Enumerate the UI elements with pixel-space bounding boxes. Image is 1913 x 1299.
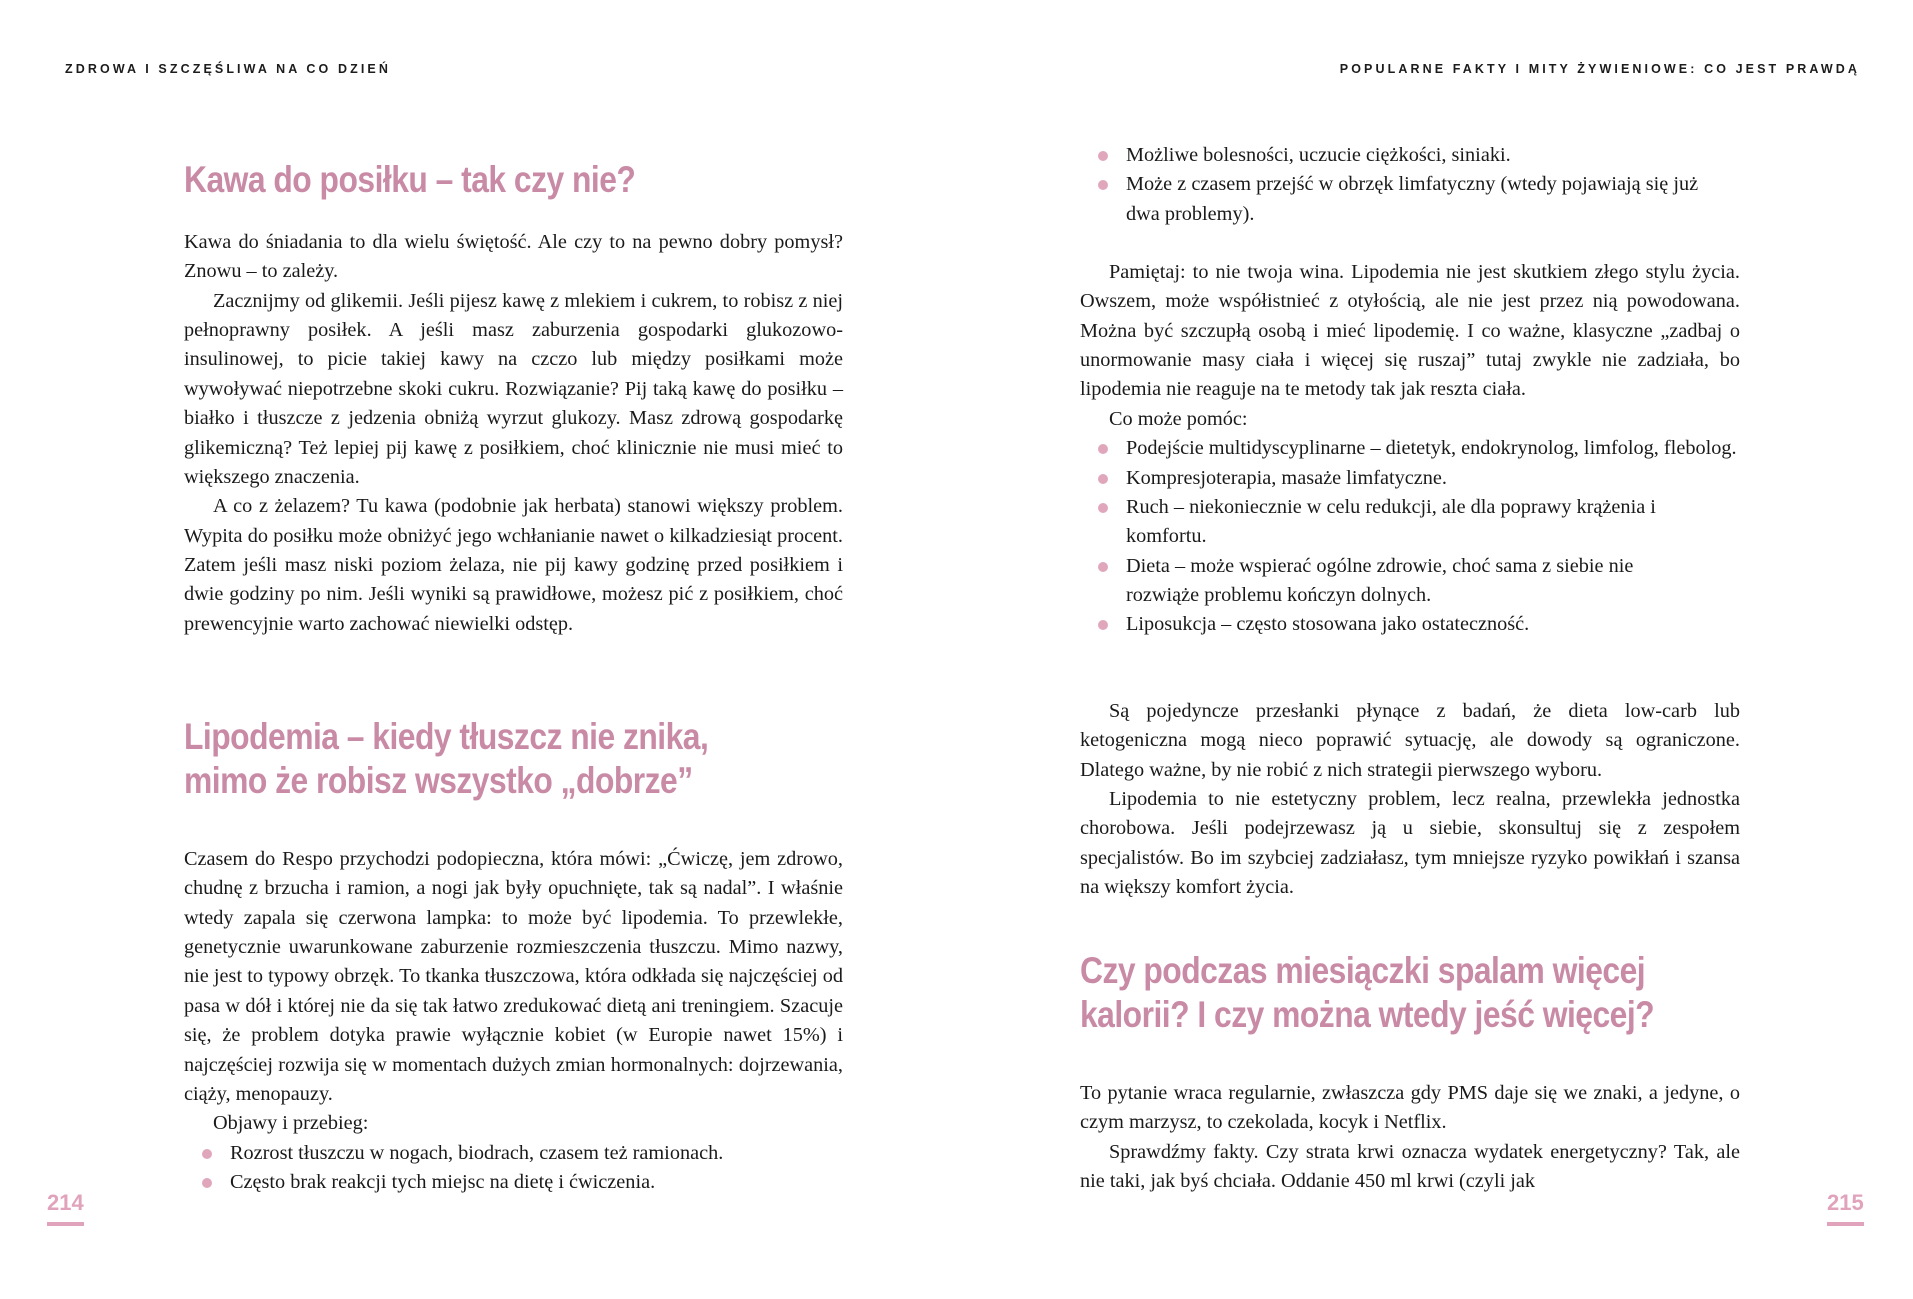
- left-coffee-body: [184, 228, 843, 639]
- bullet-icon: [1098, 151, 1108, 161]
- left-section-lipodemia: [184, 715, 843, 803]
- list-item-text: Rozrost tłuszczu w nogach, biodrach, czasem też ramionach.: [230, 1141, 724, 1164]
- list-intro: Objawy i przebieg:: [213, 1112, 369, 1135]
- list-item: [1080, 552, 1740, 611]
- list-item: [184, 1139, 843, 1168]
- paragraph: Zacznijmy od glikemii. Jeśli pijesz kawę z mlekiem i cukrem, to robisz z niej pełnoprawny posiłek. A jeśli masz zaburzenia gospodarki glukozowo-insulinowej, to picie takiej kawy na czczo lub między posiłkami może wywoływać niepotrzebne skoki cukru. Rozwiązanie? Pij taką kawę do posiłku – białko i tłuszcze z jedzenia obniżą wyrzut glukozy. Masz zdrową gospodarkę glikemiczną? Też lepiej pij kawę z posiłkiem, choć klinicznie nie musi mieć to większego znaczenia.: [184, 289, 843, 488]
- paragraph: Kawa do śniadania to dla wielu świętość. Ale czy to na pewno dobry pomysł? Znowu – to zależy.: [184, 231, 843, 283]
- section-heading-coffee: Kawa do posiłku – tak czy nie?: [184, 159, 636, 200]
- left-section-coffee: [184, 158, 843, 202]
- paragraph: Są pojedyncze przesłanki płynące z badań, że dieta low-carb lub ketogeniczna mogą nieco poprawić sytuację, ale dowody są ograniczone. Dlatego ważne, by nie robić z nich strategii pierwszego wyboru.: [1080, 700, 1740, 781]
- right-section-menstruation: [1080, 949, 1740, 1037]
- right-conclusion-body: [1080, 697, 1740, 903]
- list-intro: Co może pomóc:: [1109, 407, 1248, 430]
- list-item: [1080, 434, 1740, 463]
- list-item: [1080, 493, 1740, 552]
- paragraph: To pytanie wraca regularnie, zwłaszcza gdy PMS daje się we znaki, a jedyne, o czym marzysz, to czekolada, kocyk i Netflix.: [1080, 1082, 1740, 1134]
- paragraph: Pamiętaj: to nie twoja wina. Lipodemia nie jest skutkiem złego stylu życia. Owszem, może współistnieć z otyłością, ale nie jest przez nią powodowana. Można być szczupłą osobą i mieć lipodemię. I co ważne, klasyczne „zadbaj o unormowanie masy ciała i więcej się ruszaj” tutaj zwykle nie zadziała, bo lipodemia nie reaguje na te metody tak jak reszta ciała.: [1080, 261, 1740, 401]
- section-heading-lipodemia-line2: mimo że robisz wszystko „dobrze”: [184, 760, 693, 801]
- paragraph: A co z żelazem? Tu kawa (podobnie jak herbata) stanowi większy problem. Wypita do posiłku może obniżyć jego wchłanianie nawet o kilkadziesiąt procent. Zatem jeśli masz niski poziom żelaza, nie pij kawy godzinę przed posiłkiem i dwie godziny po nim. Jeśli wyniki są prawidłowe, możesz pić z posiłkiem, choć prewencyjnie warto zachować niewielki odstęp.: [184, 495, 843, 635]
- bullet-icon: [1098, 444, 1108, 454]
- running-head-right: POPULARNE FAKTY I MITY ŻYWIENIOWE: CO JEST PRAWDĄ: [1339, 62, 1860, 76]
- paragraph: Lipodemia to nie estetyczny problem, lecz realna, przewlekła jednostka chorobowa. Jeśli podejrzewasz ją u siebie, skonsultuj się z zespołem specjalistów. Bo im szybciej zadziałasz, tym mniejsze ryzyko powikłań i szansa na większy komfort życia.: [1080, 788, 1740, 899]
- list-item-text: Dieta – może wspierać ogólne zdrowie, choć sama z siebie nie rozwiąże problemu kończyn dolnych.: [1126, 554, 1634, 606]
- list-item: [1080, 464, 1740, 493]
- right-lipodemia-body: [1080, 258, 1740, 640]
- list-item: [1080, 170, 1740, 229]
- bullet-icon: [1098, 562, 1108, 572]
- list-item-text: Może z czasem przejść w obrzęk limfatyczny (wtedy pojawiają się już dwa problemy).: [1126, 173, 1699, 225]
- list-item-text: Kompresjoterapia, masaże limfatyczne.: [1126, 466, 1447, 489]
- page-number-right: 215: [1827, 1190, 1864, 1226]
- section-heading-menstruation-line1: Czy podczas miesiączki spalam więcej: [1080, 950, 1646, 991]
- paragraph: Sprawdźmy fakty. Czy strata krwi oznacza wydatek energetyczny? Tak, ale nie taki, jak byś chciała. Oddanie 450 ml krwi (czyli jak: [1080, 1140, 1740, 1193]
- list-item: [1080, 610, 1740, 639]
- bullet-icon: [202, 1149, 212, 1159]
- bullet-icon: [202, 1178, 212, 1188]
- bullet-icon: [1098, 474, 1108, 484]
- right-menstruation-body: [1080, 1079, 1740, 1196]
- running-head-left: ZDROWA I SZCZĘŚLIWA NA CO DZIEŃ: [65, 62, 391, 76]
- bullet-icon: [1098, 180, 1108, 190]
- page-number-left: 214: [47, 1190, 84, 1226]
- bullet-icon: [1098, 503, 1108, 513]
- list-item-text: Często brak reakcji tych miejsc na dietę i ćwiczenia.: [230, 1170, 656, 1193]
- list-item-text: Możliwe bolesności, uczucie ciężkości, siniaki.: [1126, 144, 1511, 166]
- right-top-body: [1080, 141, 1740, 229]
- list-item-text: Podejście multidyscyplinarne – dietetyk, endokrynolog, limfolog, flebolog.: [1126, 437, 1737, 460]
- list-item: [184, 1168, 843, 1197]
- symptoms-list-continued: [1080, 141, 1740, 229]
- section-heading-menstruation-line2: kalorii? I czy można wtedy jeść więcej?: [1080, 994, 1655, 1035]
- list-item-text: Ruch – niekoniecznie w celu redukcji, ale dla poprawy krążenia i komfortu.: [1126, 495, 1656, 548]
- list-item: [1080, 141, 1740, 170]
- help-list: [1080, 434, 1740, 640]
- bullet-icon: [1098, 620, 1108, 630]
- paragraph: Czasem do Respo przychodzi podopieczna, która mówi: „Ćwiczę, jem zdrowo, chudnę z brzucha i ramion, a nogi jak były opuchnięte, tak są nadal”. I właśnie wtedy zapala się czerwona lampka: to może być lipodemia. To przewlekłe, genetycznie uwarunkowane zaburzenie rozmieszczenia tłuszczu. Mimo nazwy, nie jest to typowy obrzęk. To tkanka tłuszczowa, która odkłada się najczęściej od pasa w dół i której nie da się tak łatwo zredukować dietą ani treningiem. Szacuje się, że problem dotyka prawie wyłącznie kobiet (w Europie nawet 15%) i najczęściej rozwija się w momentach dużych zmian hormonalnych: dojrzewania, ciąży, menopauzy.: [184, 848, 843, 1105]
- symptoms-list: [184, 1139, 843, 1198]
- list-item-text: Liposukcja – często stosowana jako ostateczność.: [1126, 613, 1530, 636]
- section-heading-lipodemia-line1: Lipodemia – kiedy tłuszcz nie znika,: [184, 716, 709, 757]
- left-lipodemia-body: [184, 845, 843, 1197]
